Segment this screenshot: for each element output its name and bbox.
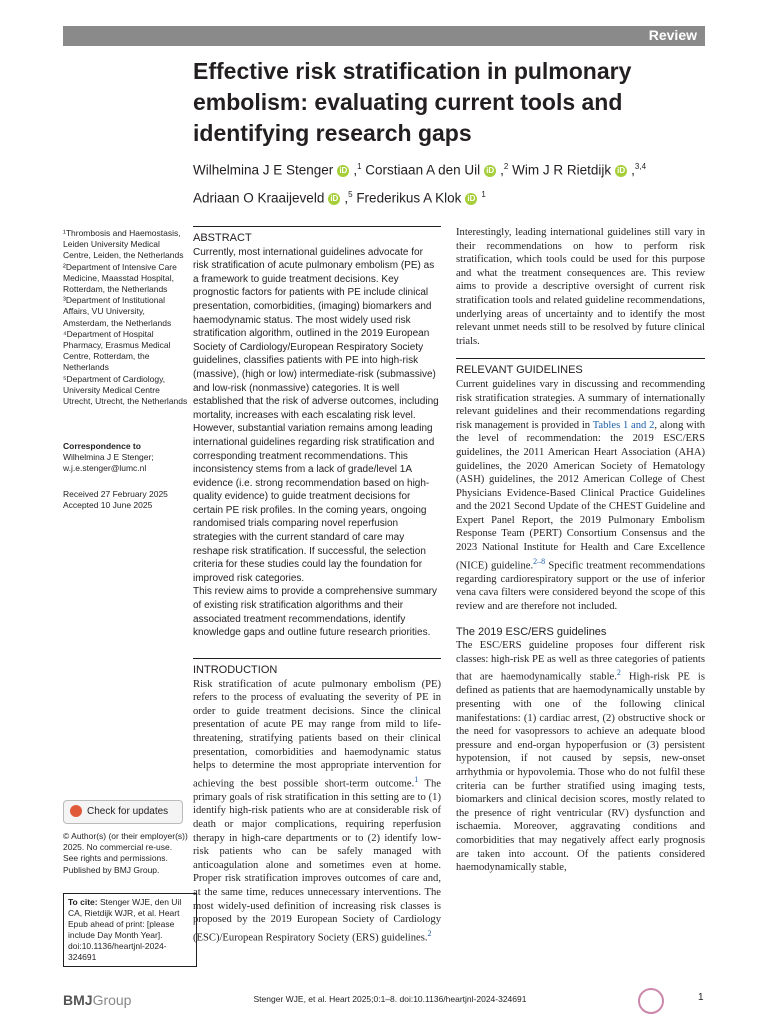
seal-icon (638, 988, 664, 1014)
text: High-risk PE is defined as patients that are haemodynamically unstable by presenting with one of the following clinical manifestations: (1) cardiac arrest, (2) obstructive shock or the need for vasopressors to achieve an adequate blood pressure and end-organ hypoperfusion or (3) persistent hypotension, if not caused by sepsis, new-onset arrhythmia or hypovolemia. Those who do not fulfil these criteria can be further stratified using imaging tests, biomarkers and clinical decision scores, mostly related to the presence of right ventricular (RV) dysfunction and ischaemia. Moreover, aggravating conditions and comorbidities that may negatively affect early prognosis are taken into account. Of the patients considered haemodynamically stable, (456, 671, 705, 874)
page-number: 1 (698, 992, 704, 1003)
author-name[interactable]: Wilhelmina J E Stenger (193, 162, 334, 178)
reference-link[interactable]: 2 (616, 668, 621, 678)
abstract-paragraph: This review aims to provide a comprehensive summary of existing risk stratification algorithms and their associated treatment recommendations, identify knowledge gaps and outline future research priorities. (193, 586, 437, 639)
abstract-paragraph: Currently, most international guidelines advocate for risk stratification of acute pulmonary embolism (PE) as a framework to guide treatment decisions. Key prognostic factors for patients with PE include clinical presentation, comorbidities, (imaging) biomarkers and haemodynamic status. The most widely used risk stratification algorithm, outlined in the 2019 European Society of Cardiology/European Respiratory Society guidelines, classifies patients with PE into high-risk (massive), (high or low) intermediate-risk (submassive) and low-risk (nonmassive) categories. It is well established that the risk of adverse outcomes, including mortality, increases with each escalating risk level. However, substantial variation remains among leading international guidelines regarding risk stratification and corresponding treatment recommendations. This inconsistency stems from a lack of grade/level 1A evidence (i.e. strong recommendation based on high-quality evidence) to guide treatment decisions for certain PE risk profiles. In the coming years, ongoing randomised trials comparing novel reperfusion strategies with the current standard of care may reshape risk stratification. If successful, the selection criteria for these studies could lay the foundation for improved risk categories. (193, 246, 439, 584)
author-name[interactable]: Adriaan O Kraaijeveld (193, 190, 325, 206)
license-statement: © Author(s) (or their employer(s)) 2025. No commercial re-use. See rights and permissions. Published by BMJ Group. (63, 831, 188, 875)
paragraph (456, 639, 705, 875)
article-title: Effective risk stratification in pulmonary embolism: evaluating current tools and identifying research gaps (193, 58, 632, 146)
introduction-paragraph (193, 678, 441, 945)
cite-label: To cite: (68, 897, 98, 907)
dates (63, 489, 189, 511)
tables-link[interactable]: Tables 1 and 2 (592, 419, 655, 431)
affiliation-ref: 1 (357, 162, 362, 171)
affiliations (63, 228, 189, 407)
affiliation: ³Department of Institutional Affairs, VU University, Amsterdam, the Netherlands (63, 295, 172, 328)
affiliation: ⁴Department of Hospital Pharmacy, Erasmus Medical Centre, Rotterdam, the Netherlands (63, 328, 171, 373)
footer-citation: Stenger WJE, et al. Heart 2025;0:1–8. doi:10.1136/heartjnl-2024-324691 (253, 994, 527, 1004)
text: , along with the level of recommendation: the 2019 ESC/ERS guidelines, the 2011 American Heart Association (AHA) guidelines, the 2020 American Society of Hematology (ASH) guidelines, the 2012 American College of Chest Physicians Evidence-Based Clinical Practice Guidelines and the 2021 Second Update of the CHEST Guideline and Expert Panel Report, the 2019 Pulmonary Embolism Response Team (PERT) Consortium Consensus and the 2023 National Institute for Health and Care Excellence (NICE) guideline. (456, 419, 705, 572)
relevant-guidelines-heading: RELEVANT GUIDELINES (456, 358, 705, 378)
introduction-heading: INTRODUCTION (193, 658, 441, 678)
correspondence (63, 441, 189, 475)
author-name[interactable]: Corstiaan A den Uil (365, 162, 481, 178)
cite-box (63, 893, 197, 967)
introduction-section (193, 658, 441, 945)
right-column (456, 226, 705, 875)
esc-guidelines-heading: The 2019 ESC/ERS guidelines (456, 625, 607, 638)
affiliation-ref: 3,4 (634, 162, 647, 171)
affiliation: ²Department of Intensive Care Medicine, Maasstad Hospital, Rotterdam, the Netherlands (63, 261, 177, 295)
abstract-section (193, 226, 441, 640)
paragraph (456, 378, 705, 614)
correspondence-label: Correspondence to (63, 441, 141, 451)
author-name[interactable]: Frederikus A Klok (356, 190, 462, 206)
author-name[interactable]: Wim J R Rietdijk (512, 162, 612, 178)
orcid-icon[interactable]: iD (486, 165, 495, 175)
text: The ESC/ERS guideline proposes four different risk classes: high-risk PE as well as three categories of patients that are haemodynamically stable. (456, 640, 705, 683)
affiliation: ¹Thrombosis and Haemostasis, Leiden University Medical Centre, Leiden, the Netherlands (63, 228, 184, 261)
cite-text: Stenger WJE, den Uil CA, Rietdijk WJR, et al. Heart Epub ahead of print: [please include Day Month Year]. doi:10.1136/heartjnl-2024-324691 (68, 897, 182, 962)
orcid-icon[interactable]: iD (339, 165, 348, 175)
affiliation-ref: 2 (503, 162, 509, 171)
orcid-icon[interactable]: iD (617, 165, 626, 175)
author-list-line1: Wilhelmina J E Stenger iD ,$^1$ Corstiaan A den Uil iD ,$^2$ Wim J R Rietdijk iD ,$^{3,4}$ (193, 162, 647, 178)
bmj-logo (63, 992, 131, 1008)
reference-link[interactable]: 2 (427, 928, 432, 938)
brand-group: Group (92, 992, 132, 1008)
orcid-icon[interactable]: iD (467, 193, 476, 203)
affiliation-ref: 5 (348, 190, 353, 199)
section-label: Review (648, 27, 697, 43)
check-for-updates-button[interactable] (63, 800, 183, 824)
intro-text: Risk stratification of acute pulmonary embolism (PE) refers to the process of evaluating the severity of PE in order to guide treatment decisions. Since the clinical presentation of acute PE may range from mild to life-threatening, stratifying patients based on their clinical presentation, comorbidities and haemodynamic status helps to determine the most appropriate intervention for achieving the best possible short-term outcome. (193, 678, 441, 790)
text: Specific treatment recommendations regarding cardiorespiratory support or the use of inferior vena cava filters were considered beyond the scope of this review and are therefore not included. (456, 560, 705, 612)
abstract-heading: ABSTRACT (193, 226, 441, 246)
crossmark-icon (70, 805, 82, 817)
paragraph: Interestingly, leading international guidelines still vary in their recommendations on how to perform risk stratification, which tools could be used for this purpose and what the treatment consequences are. This review aims to provide a descriptive oversight of current risk stratification tools and related guideline recommendations, underlying areas of uncertainty and to identify the most relevant unmet needs still to be resolved by future clinical trials. (456, 227, 705, 347)
correspondence-name: Wilhelmina J E Stenger; (63, 452, 154, 463)
accepted-date: Accepted 10 June 2025 (63, 500, 153, 511)
check-updates-label: Check for updates (87, 806, 169, 817)
section-banner (63, 26, 705, 46)
brand: BMJ (63, 992, 93, 1008)
orcid-icon[interactable]: iD (330, 193, 339, 203)
correspondence-email[interactable]: w.j.e.stenger@lumc.nl (63, 463, 147, 474)
text: Current guidelines vary in discussing and recommending risk stratification strategies. A summary of internationally relevant guidelines and their recommendations regarding risk management is provided in (456, 378, 705, 431)
reference-link[interactable]: 2–8 (533, 556, 546, 566)
author-list-line2: Adriaan O Kraaijeveld iD ,$^5$ Frederikus A Klok iD $^1$ (193, 190, 486, 206)
affiliation: ⁵Department of Cardiology, University Medical Centre Utrecht, Utrecht, the Netherlands (63, 373, 188, 407)
intro-text: The primary goals of risk stratification in this setting are to (1) identify high-risk patients who are at considerable risk of death or major complications, requiring reperfusion therapy in high-care departments or to (2) identify low-risk patients who can be safely managed with anticoagulation alone and sometimes even at home. Proper risk stratification improves outcomes of care and, at the same time, reduces unnecessary interventions. The most widely-used definition of increasing risk classes is proposed by the 2019 European Society of Cardiology (ESC)/European Respiratory Society (ERS) guidelines. (193, 778, 441, 944)
received-date: Received 27 February 2025 (63, 489, 168, 499)
reference-link[interactable]: 1 (414, 774, 419, 784)
affiliation-ref: 1 (481, 190, 486, 199)
